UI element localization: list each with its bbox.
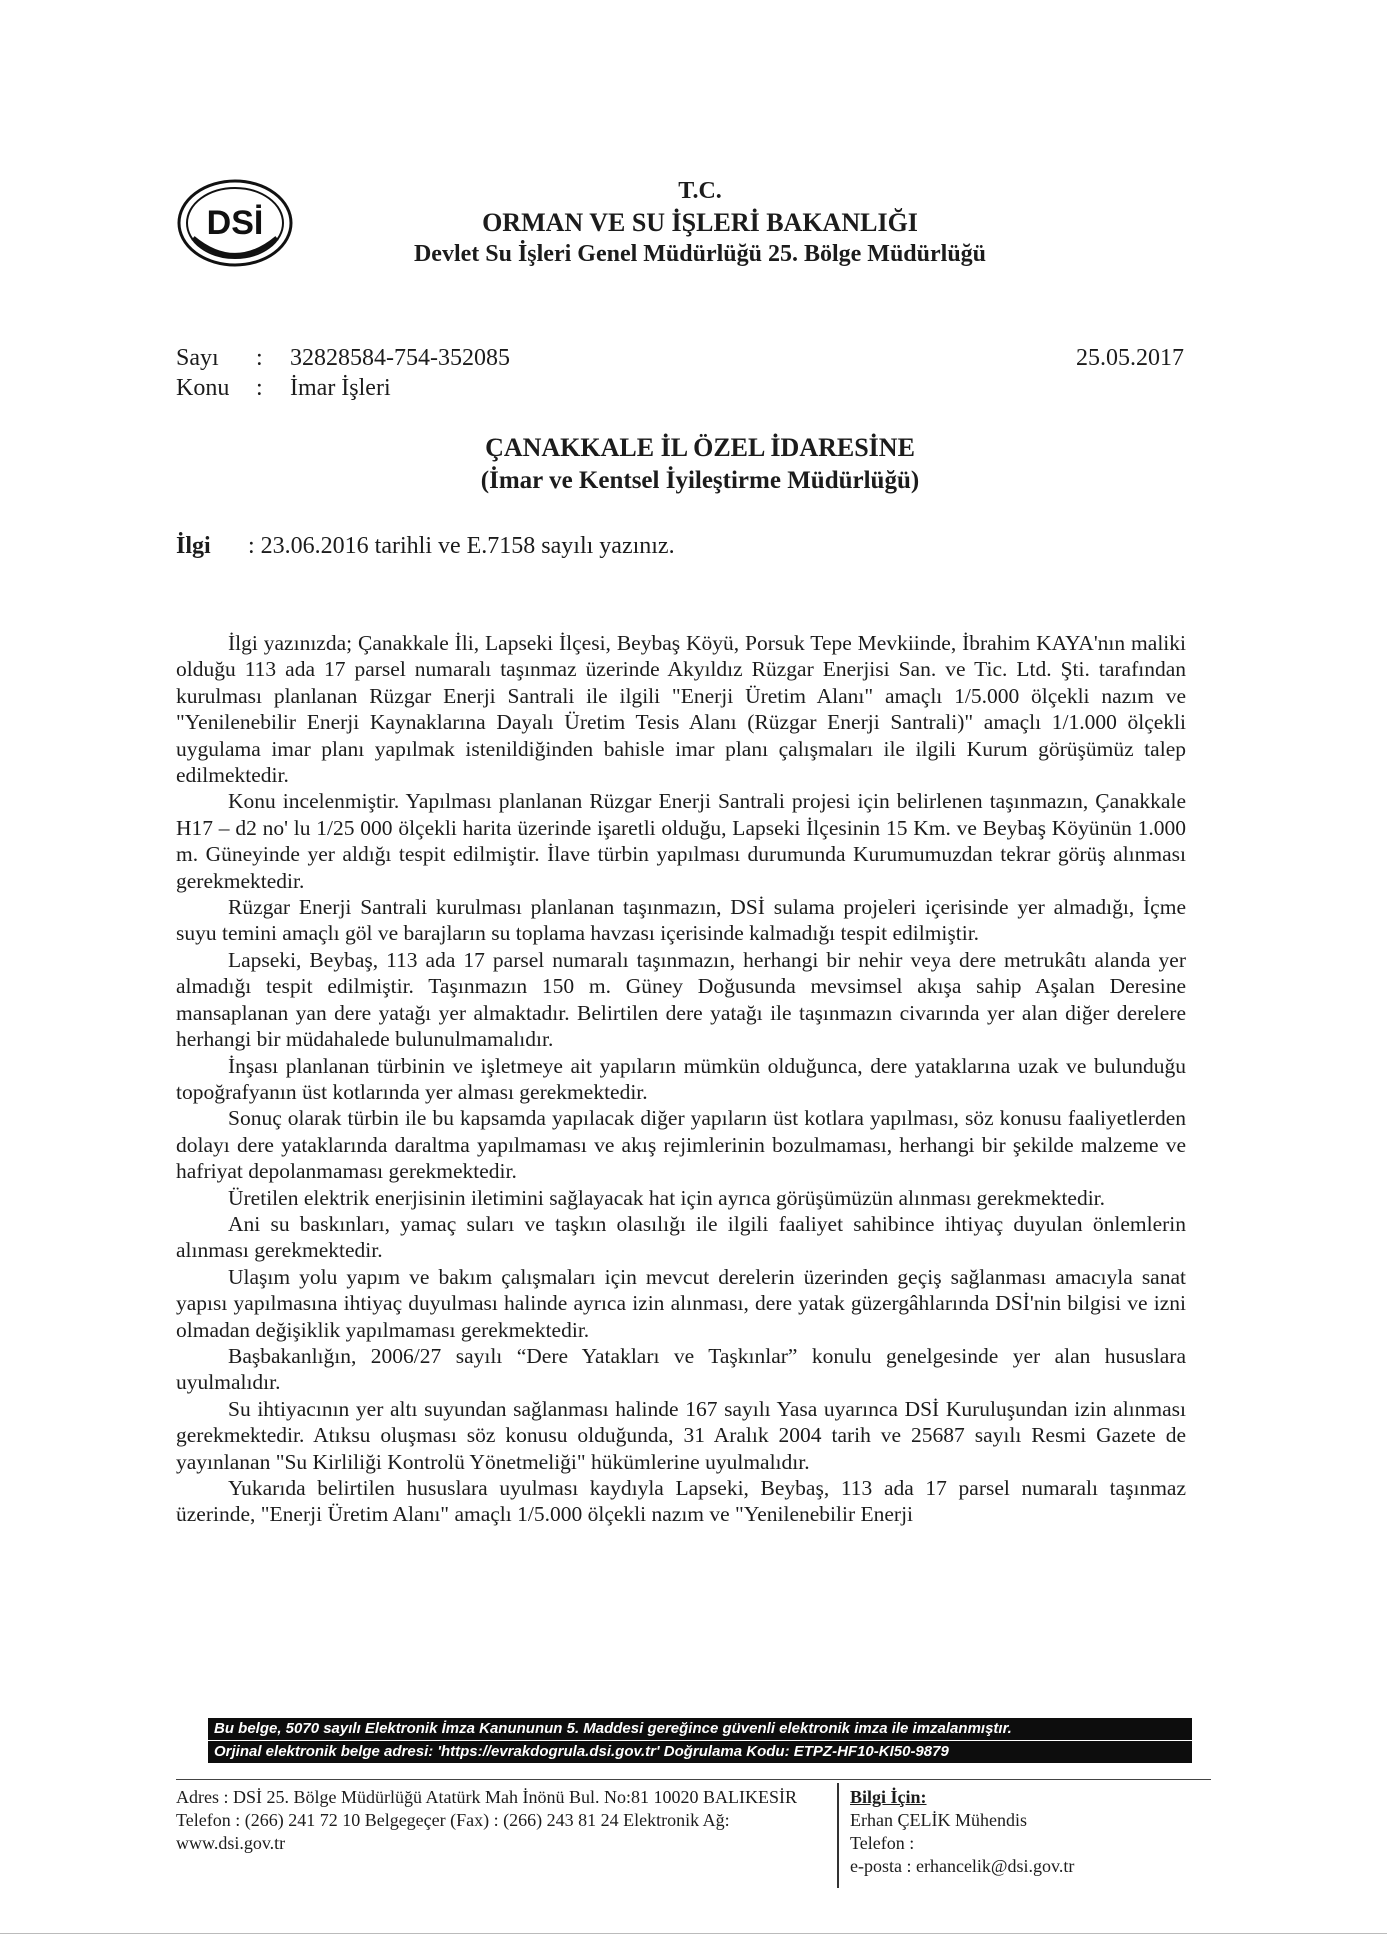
recipient-title: ÇANAKKALE İL ÖZEL İDARESİNE bbox=[485, 433, 915, 462]
paragraph: Başbakanlığın, 2006/27 sayılı “Dere Yatakları ve Taşkınlar” konulu genelgesinde yer alan hususlara uyulmalıdır. bbox=[176, 1343, 1186, 1395]
esignature-notice: Bu belge, 5070 sayılı Elektronik İmza Kanununun 5. Maddesi gereğince güvenli elektronik imza ile imzalanmıştır. bbox=[208, 1718, 1192, 1740]
document-date: 25.05.2017 bbox=[1076, 345, 1184, 371]
paragraph: Su ihtiyacının yer altı suyundan sağlanması halinde 167 sayılı Yasa uyarınca DSİ Kuruluşundan izin alınması gerekmektedir. Atıksu oluşması söz konusu olduğunda, 31 Aralık 2004 tarih ve 25687 sayılı Resmi Gazete de yayınlanan "Su Kirliliği Kontrolü Yönetmeliği" hükümlerine uyulmalıdır. bbox=[176, 1396, 1186, 1474]
paragraph: Sonuç olarak türbin ile bu kapsamda yapılacak diğer yapıların üst kotlara yapılması, söz konusu faaliyetlerden dolayı dere yataklarında daraltma yapılmaması ve akış rejimlerinin bozulmaması, herhangi bir şekilde malzeme ve hafriyat depolanmaması gerekmektedir. bbox=[176, 1106, 1186, 1184]
footer-vertical-divider bbox=[837, 1783, 839, 1888]
ilgi-value: : 23.06.2016 tarihli ve E.7158 sayılı yazınız. bbox=[248, 533, 675, 559]
footer-phone: Telefon : (266) 241 72 10 Belgegeçer (Fax) : (266) 243 81 24 Elektronik Ağ: www.dsi.gov.tr bbox=[176, 1810, 730, 1853]
sayi-separator: : bbox=[256, 345, 263, 371]
paragraph: Üretilen elektrik enerjisinin iletimini sağlayacak hat için ayrıca görüşümüzün alınması gerekmektedir. bbox=[228, 1185, 1106, 1210]
footer-divider bbox=[176, 1779, 1211, 1780]
sayi-label: Sayı bbox=[176, 345, 219, 371]
sayi-row bbox=[176, 345, 510, 372]
ilgi-label: İlgi bbox=[176, 533, 211, 559]
footer-address-block bbox=[176, 1786, 816, 1855]
contact-title: Bilgi İçin: bbox=[850, 1787, 927, 1807]
recipient-subtitle: (İmar ve Kentsel İyileştirme Müdürlüğü) bbox=[480, 467, 920, 494]
header-directorate: Devlet Su İşleri Genel Müdürlüğü 25. Bölge Müdürlüğü bbox=[413, 241, 987, 267]
contact-name: Erhan ÇELİK Mühendis bbox=[850, 1810, 1027, 1830]
verification-notice: Orjinal elektronik belge adresi: 'https://evrakdogrula.dsi.gov.tr' Doğrulama Kodu: ETPZ-HF10-KI50-9879 bbox=[208, 1741, 1192, 1763]
ilgi-row bbox=[176, 533, 675, 560]
footer-address: Adres : DSİ 25. Bölge Müdürlüğü Atatürk Mah İnönü Bul. No:81 10020 BALIKESİR bbox=[176, 1787, 797, 1807]
paragraph: İnşası planlanan türbinin ve işletmeye ait yapıların mümkün olduğunca, dere yataklarına uzak ve bulunduğu topoğrafyanın üst kotlarında yer alması gerekmektedir. bbox=[176, 1053, 1186, 1104]
paragraph: Konu incelenmiştir. Yapılması planlanan Rüzgar Enerji Santrali projesi için belirlenen taşınmazın, Çanakkale H17 – d2 no' lu 1/25 000 ölçekli harita üzerinde işaretli olduğu, Lapseki İlçesinin 15 Km. ve Beybaş Köyünün 1.000 m. Güneyinde yer aldığı tespit edilmiştir. İlave türbin yapılması durumunda Kurumumuzdan tekrar görüş alınması gerekmektedir. bbox=[176, 789, 1186, 893]
paragraph: Rüzgar Enerji Santrali kurulması planlanan taşınmazın, DSİ sulama projeleri içerisinde yer almadığı, İçme suyu temini amaçlı göl ve barajların su toplama havzası içerisinde kalmadığı tespit edilmiştir. bbox=[176, 895, 1186, 946]
header-ministry: ORMAN VE SU İŞLERİ BAKANLIĞI bbox=[482, 208, 918, 237]
paragraph: İlgi yazınızda; Çanakkale İli, Lapseki İlçesi, Beybaş Köyü, Porsuk Tepe Mevkiinde, İbrahim KAYA'nın maliki olduğu 113 ada 17 parsel numaralı taşınmaz üzerinde Akyıldız Rüzgar Enerjisi San. ve Tic. Ltd. Şti. tarafından kurulması planlanan Rüzgar Enerji Santrali ile ilgili "Enerji Üretim Alanı" amaçlı 1/5.000 ölçekli nazım ve "Yenilenebilir Enerji Kaynaklarına Dayalı Üretim Tesis Alanı (Rüzgar Enerji Santrali)" amaçlı 1/1.000 ölçekli uygulama imar planı yapılmak istenildiğinden bahisle imar planı çalışmaları ile ilgili Kurum görüşümüz talep edilmektedir. bbox=[176, 631, 1186, 788]
konu-row bbox=[176, 375, 391, 402]
letter-body bbox=[176, 630, 1186, 1528]
konu-separator: : bbox=[256, 375, 263, 401]
header-tc: T.C. bbox=[678, 178, 722, 204]
svg-text:DSİ: DSİ bbox=[206, 204, 264, 242]
paragraph: Yukarıda belirtilen hususlara uyulması kaydıyla Lapseki, Beybaş, 113 ada 17 parsel numaralı taşınmaz üzerinde, "Enerji Üretim Alanı" amaçlı 1/5.000 ölçekli nazım ve "Yenilenebilir Enerji bbox=[176, 1476, 1186, 1527]
contact-phone: Telefon : bbox=[850, 1833, 915, 1853]
footer-contact-block bbox=[850, 1786, 1210, 1878]
page-bottom-rule bbox=[0, 1933, 1387, 1934]
dsi-logo bbox=[175, 178, 295, 268]
sayi-value: 32828584-754-352085 bbox=[290, 345, 510, 371]
paragraph: Ulaşım yolu yapım ve bakım çalışmaları için mevcut derelerin üzerinden geçiş sağlanması amacıyla sanat yapısı yapılmasına ihtiyaç duyulması halinde ayrıca izin alınması, dere yatak güzergâhlarında DSİ'nin bilgisi ve izni olmadan değişiklik yapılmaması gerekmektedir. bbox=[176, 1264, 1186, 1342]
paragraph: Ani su baskınları, yamaç suları ve taşkın olasılığı ile ilgili faaliyet sahibince ihtiyaç duyulan önlemlerin alınması gerekmektedir. bbox=[176, 1211, 1186, 1263]
contact-email: e-posta : erhancelik@dsi.gov.tr bbox=[850, 1856, 1075, 1876]
konu-value: İmar İşleri bbox=[290, 375, 391, 401]
konu-label: Konu bbox=[176, 375, 230, 401]
paragraph: Lapseki, Beybaş, 113 ada 17 parsel numaralı taşınmazın, herhangi bir nehir veya dere metrukâtı alanda yer almadığı tespit edilmiştir. Taşınmazın 150 m. Güney Doğusunda mevsimsel akışa sahip Aşalan Deresine mansaplanan yan dere yatağı yer almaktadır. Belirtilen dere yatağı ile taşınmazın civarında yer alan diğer derelere herhangi bir müdahalede bulunulmamalıdır. bbox=[176, 947, 1186, 1052]
